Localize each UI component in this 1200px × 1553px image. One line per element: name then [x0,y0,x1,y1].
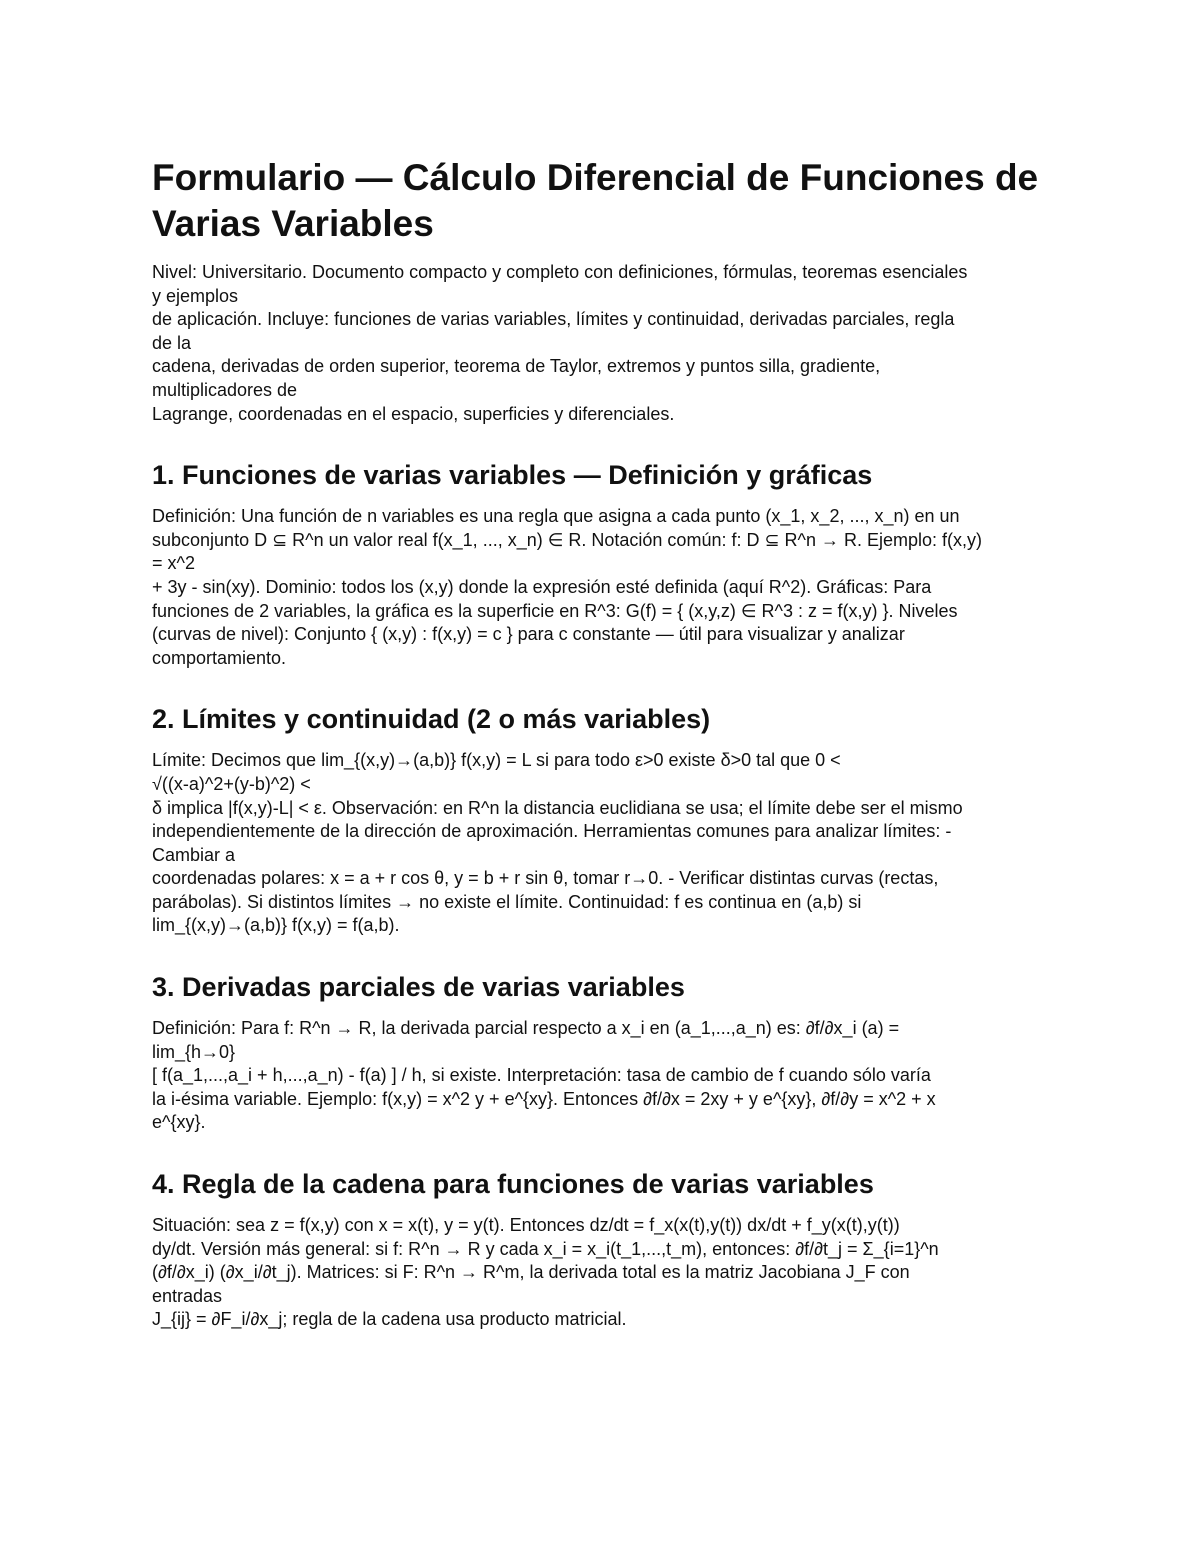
body-line: la i-ésima variable. Ejemplo: f(x,y) = x^2 y + e^{xy}. Entonces ∂f/∂x = 2xy + y e^{xy}, ∂f/∂y = x^2 + x [152,1088,936,1109]
body-line: Situación: sea z = f(x,y) con x = x(t), y = y(t). Entonces dz/dt = f_x(x(t),y(t)) dx/dt + f_y(x(t),y(t)) [152,1215,900,1236]
body-line: e^{xy}. [152,1112,206,1133]
body-line: parábolas). Si distintos límites → no existe el límite. Continuidad: f es continua en (a,b) si [152,891,862,912]
body-line: independientemente de la dirección de aproximación. Herramientas comunes para analizar límites: - [152,821,952,842]
section-body [152,505,1052,670]
intro-paragraph [152,261,1052,426]
section-body [152,1017,1052,1135]
body-line: (∂f/∂x_i) (∂x_i/∂t_j). Matrices: si F: R^n → R^m, la derivada total es la matriz Jacobiana J_F con [152,1262,910,1283]
section-body [152,1214,1052,1332]
section-heading: 4. Regla de la cadena para funciones de varias variables [152,1169,874,1200]
body-line: coordenadas polares: x = a + r cos θ, y = b + r sin θ, tomar r→0. - Verificar distintas curvas (rectas, [152,868,939,889]
body-line: Definición: Una función de n variables es una regla que asigna a cada punto (x_1, x_2, ..., x_n) en un [152,506,960,527]
intro-line: de la [152,332,192,353]
body-line: comportamiento. [152,647,287,668]
intro-line: y ejemplos [152,285,239,306]
body-line: subconjunto D ⊆ R^n un valor real f(x_1, ..., x_n) ∈ R. Notación común: f: D ⊆ R^n → R. Ejemplo: f(x,y) [152,529,983,550]
intro-line: cadena, derivadas de orden superior, teorema de Taylor, extremos y puntos silla, gradiente, [152,356,881,377]
body-line: lim_{(x,y)→(a,b)} f(x,y) = f(a,b). [152,915,400,936]
body-line: Límite: Decimos que lim_{(x,y)→(a,b)} f(x,y) = L si para todo ε>0 existe δ>0 tal que 0 < [152,750,841,771]
document-title [152,155,1052,247]
body-line: [ f(a_1,...,a_i + h,...,a_n) - f(a) ] / h, si existe. Interpretación: tasa de cambio de f cuando sólo varía [152,1065,931,1086]
title-line: Varias Variables [152,203,434,244]
body-line: J_{ij} = ∂F_i/∂x_j; regla de la cadena usa producto matricial. [152,1309,627,1330]
intro-line: Nivel: Universitario. Documento compacto y completo con definiciones, fórmulas, teoremas esenciales [152,262,968,282]
body-line: = x^2 [152,553,195,574]
body-line: dy/dt. Versión más general: si f: R^n → R y cada x_i = x_i(t_1,...,t_m), entonces: ∂f/∂t_j = Σ_{i=1}^n [152,1238,939,1259]
body-line: Cambiar a [152,844,236,865]
intro-line: de aplicación. Incluye: funciones de varias variables, límites y continuidad, derivadas parciales, regla [152,309,955,330]
intro-line: Lagrange, coordenadas en el espacio, superficies y diferenciales. [152,403,675,424]
body-line: √((x-a)^2+(y-b)^2) < [152,773,311,794]
section-heading: 1. Funciones de varias variables — Definición y gráficas [152,460,873,491]
document-page [152,155,1052,1332]
body-line: + 3y - sin(xy). Dominio: todos los (x,y) donde la expresión esté definida (aquí R^2). Gráficas: Para [152,576,932,597]
body-line: funciones de 2 variables, la gráfica es la superficie en R^3: G(f) = { (x,y,z) ∈ R^3 : z = f(x,y) }. Niveles [152,600,958,621]
body-line: (curvas de nivel): Conjunto { (x,y) : f(x,y) = c } para c constante — útil para visualizar y analizar [152,624,905,645]
section-heading: 3. Derivadas parciales de varias variables [152,972,685,1003]
intro-line: multiplicadores de [152,379,298,400]
body-line: entradas [152,1285,223,1306]
section-body [152,749,1052,938]
section-heading: 2. Límites y continuidad (2 o más variables) [152,704,711,735]
body-line: Definición: Para f: R^n → R, la derivada parcial respecto a x_i en (a_1,...,a_n) es: ∂f/∂x_i (a) = [152,1018,900,1039]
title-line: Formulario — Cálculo Diferencial de Funciones de [152,157,1039,198]
body-line: δ implica |f(x,y)-L| < ε. Observación: en R^n la distancia euclidiana se usa; el límite debe ser el mismo [152,797,963,818]
body-line: lim_{h→0} [152,1041,236,1062]
